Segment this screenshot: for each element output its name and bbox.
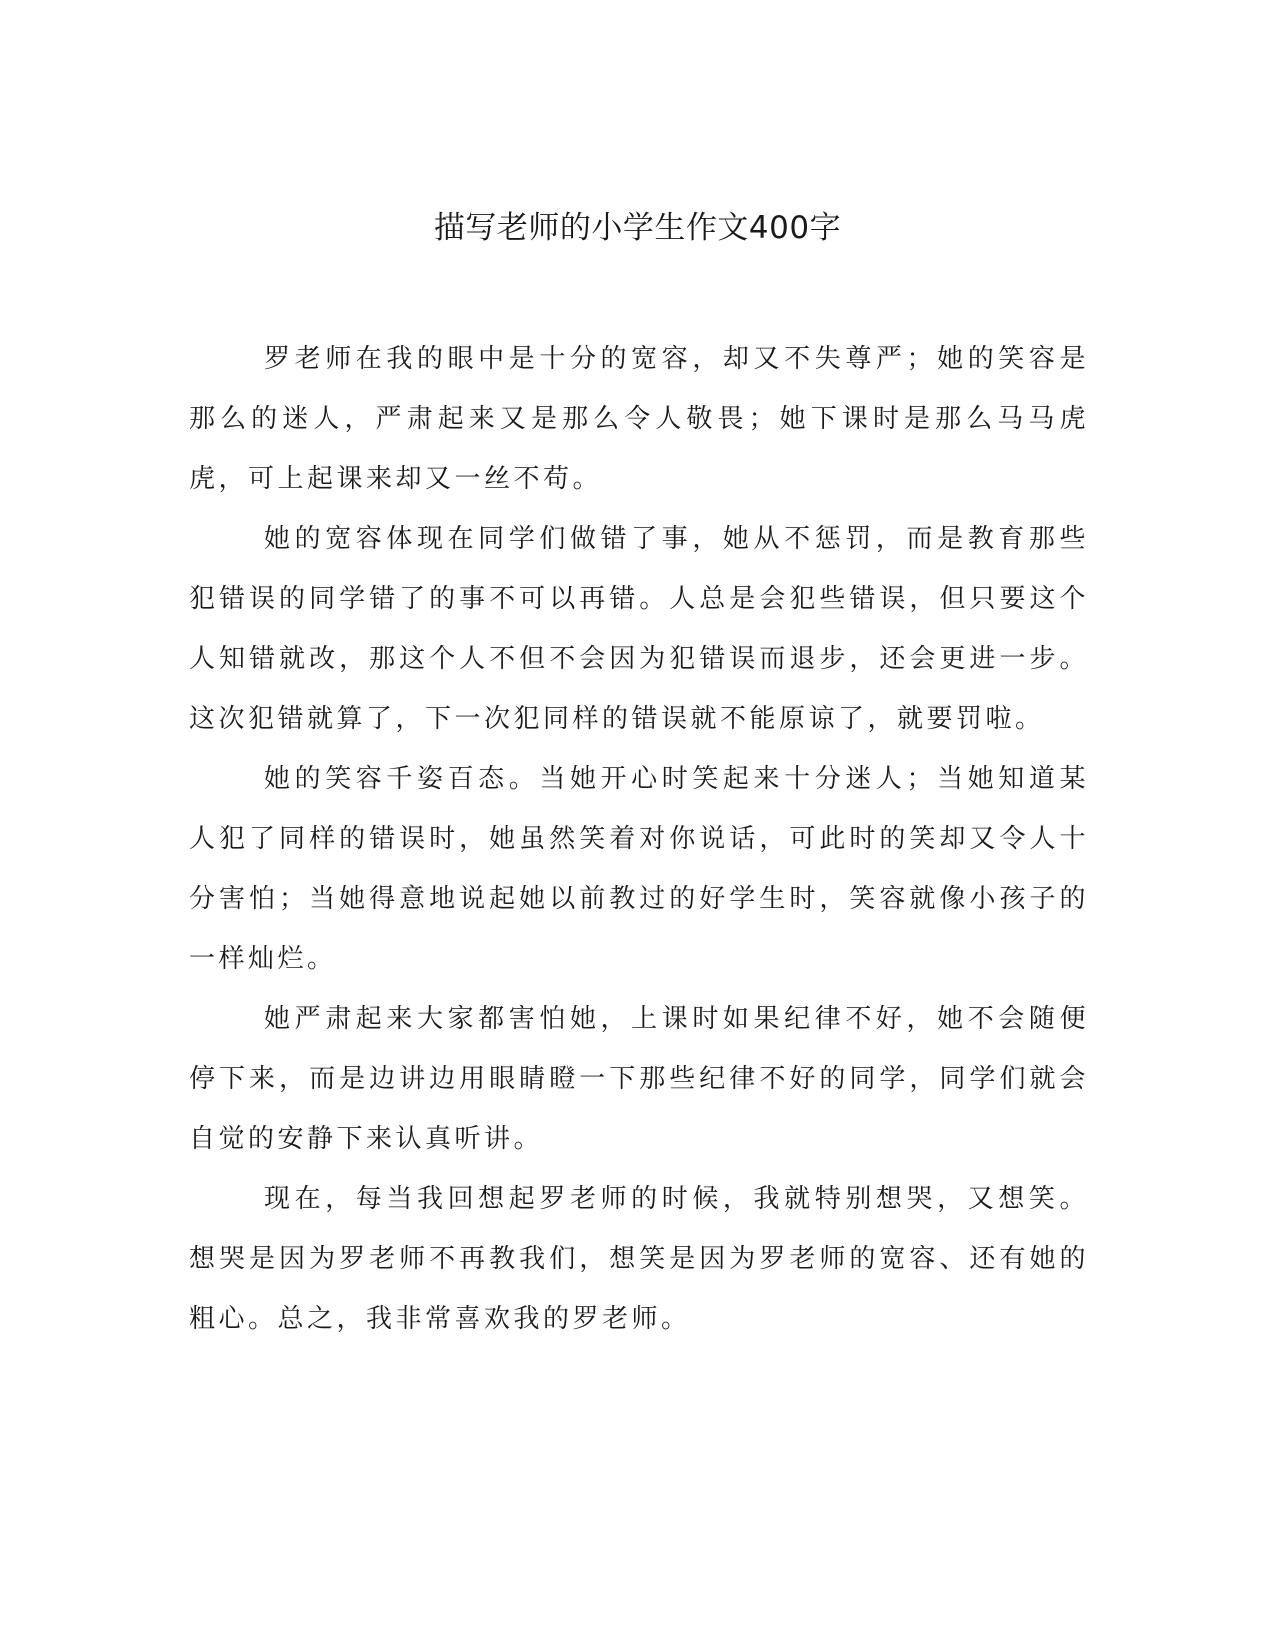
paragraph-4: 她严肃起来大家都害怕她，上课时如果纪律不好，她不会随便停下来，而是边讲边用眼睛瞪一下那些纪律不好的同学，同学们就会自觉的安静下来认真听讲。 bbox=[189, 1004, 1089, 1154]
paragraph-1: 罗老师在我的眼中是十分的宽容，却又不失尊严；她的笑容是那么的迷人，严肃起来又是那么令人敬畏；她下课时是那么马马虎虎，可上起课来却又一丝不苟。 bbox=[189, 344, 1089, 494]
paragraph-3: 她的笑容千姿百态。当她开心时笑起来十分迷人；当她知道某人犯了同样的错误时，她虽然笑着对你说话，可此时的笑却又令人十分害怕；当她得意地说起她以前教过的好学生时，笑容就像小孩子的一样灿烂。 bbox=[189, 764, 1089, 974]
paragraph-5: 现在，每当我回想起罗老师的时候，我就特别想哭，又想笑。想哭是因为罗老师不再教我们，想笑是因为罗老师的宽容、还有她的粗心。总之，我非常喜欢我的罗老师。 bbox=[189, 1184, 1089, 1334]
paragraph-2: 她的宽容体现在同学们做错了事，她从不惩罚，而是教育那些犯错误的同学错了的事不可以再错。人总是会犯些错误，但只要这个人知错就改，那这个人不但不会因为犯错误而退步，还会更进一步。这次犯错就算了，下一次犯同样的错误就不能原谅了，就要罚啦。 bbox=[189, 524, 1089, 734]
page-title: 描写老师的小学生作文400字 bbox=[433, 210, 842, 246]
essay-body bbox=[189, 329, 1089, 1349]
